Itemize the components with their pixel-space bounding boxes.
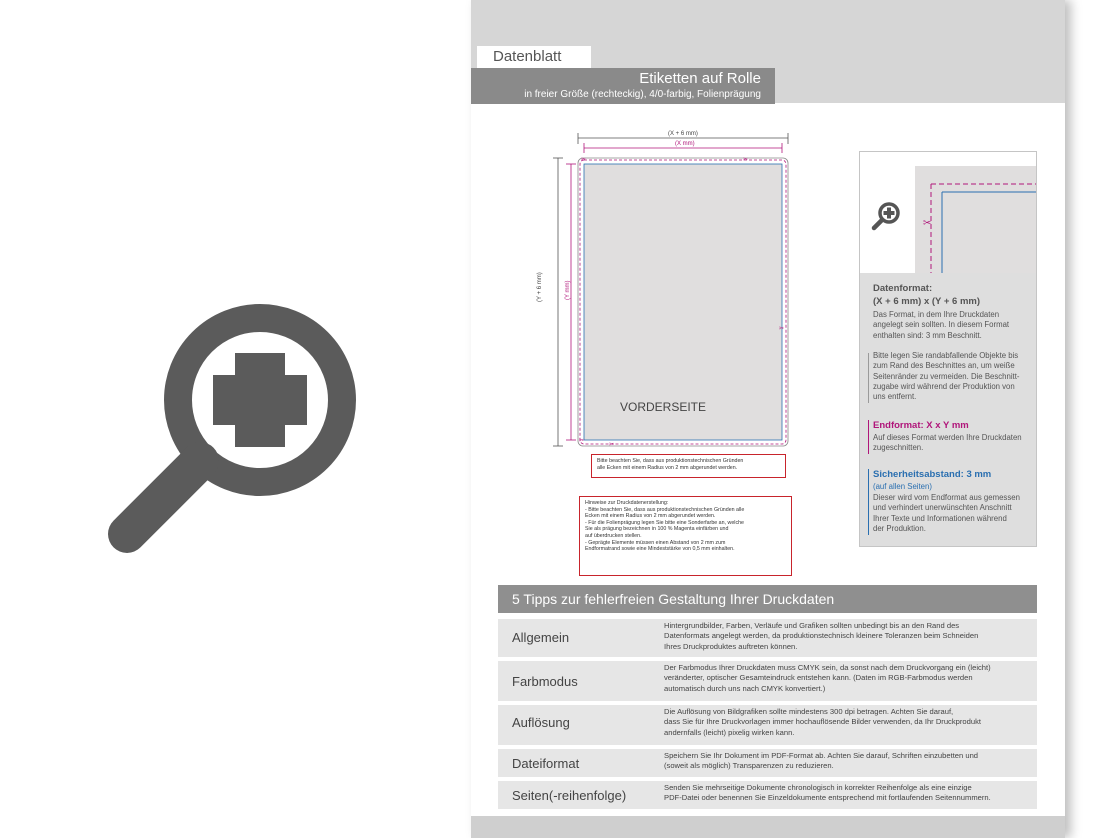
page-subtitle: in freier Größe (rechteckig), 4/0-farbig, Folienprägung [524, 89, 761, 100]
tip-row [498, 781, 1037, 809]
endformat-text [873, 433, 1022, 454]
info-line: uns entfernt. [873, 392, 917, 402]
tip-line: Ihres Druckproduktes auftreten können. [664, 641, 798, 651]
tip-line: automatisch durch uns nach CMYK konvertiert.) [664, 683, 826, 693]
endformat-title: Endformat: X x Y mm [873, 420, 969, 431]
info-line: Seitenränder zu vermeiden. Die Beschnitt- [873, 371, 1020, 381]
tip-line: andernfalls (leicht) pixelig wirken kann. [664, 727, 795, 737]
tip-label: Dateiformat [512, 756, 580, 771]
height-bleed-label: (Y + 6 mm) [537, 272, 543, 302]
hint-line: - Für die Folienprägung legen Sie bitte eine Sonderfarbe an, welche [585, 519, 745, 526]
hint-line: Ecken mit einem Radius von 2 mm abgerundet werden. [585, 513, 716, 520]
tip-text [664, 663, 1032, 694]
tip-row [498, 661, 1037, 701]
svg-text:✂: ✂ [779, 325, 785, 332]
info-line: Ihrer Texte und Informationen während [873, 513, 1007, 523]
tip-line: Der Farbmodus Ihrer Druckdaten muss CMYK sein, da sonst nach dem Druckvorgang ein (leicht) [664, 663, 991, 672]
width-bleed-label: (X + 6 mm) [668, 131, 698, 137]
tips-header: 5 Tipps zur fehlerfreien Gestaltung Ihrer Druckdaten [498, 585, 1037, 613]
bleed-text [873, 351, 1019, 402]
info-line: Bitte legen Sie randabfallende Objekte bis [873, 351, 1019, 360]
tip-line: Die Auflösung von Bildgrafiken sollte mindestens 300 dpi betragen. Achten Sie darauf, [664, 707, 954, 716]
svg-text:✂: ✂ [581, 156, 587, 163]
tip-line: Hintergrundbilder, Farben, Verläufe und Grafiken sollten unbedingt bis an den Rand des [664, 621, 960, 630]
height-final-label: (Y mm) [565, 280, 571, 300]
hint-line: - Bitte beachten Sie, dass aus produktionstechnischen Gründen alle [585, 506, 745, 513]
info-line: Auf dieses Format werden Ihre Druckdaten [873, 433, 1022, 442]
corner-note-line: Bitte beachten Sie, dass aus produktionstechnischen Gründen [597, 458, 744, 464]
tip-row [498, 619, 1037, 657]
tip-line: Senden Sie mehrseitige Dokumente chronologisch in korrekter Reihenfolge als eine einzige [664, 783, 972, 792]
tip-line: dass Sie für Ihre Druckvorlagen immer hochauflösende Bilder verwenden, da Ihr Druckprodukt [664, 717, 981, 727]
corner-detail [915, 166, 1036, 273]
hints-box [579, 496, 792, 576]
tip-label: Farbmodus [512, 674, 578, 689]
info-line: und verhindert unerwünschten Anschnitt [873, 503, 1012, 513]
format-info-box [859, 151, 1037, 547]
tip-row [498, 749, 1037, 777]
datenformat-value: (X + 6 mm) x (Y + 6 mm) [873, 296, 981, 307]
tip-text [664, 783, 1032, 804]
svg-text:✂: ✂ [743, 156, 749, 163]
datenformat-title: Datenformat: [873, 283, 933, 294]
tip-line: veränderter, optischer Gesamteindruck entstehen kann. (Daten im RGB-Farbmodus werden [664, 673, 973, 683]
info-line: der Produktion. [873, 523, 926, 533]
scissors-icon: ✂ [923, 218, 932, 229]
hint-line: - Geprägte Elemente müssen einen Abstand von 2 mm zum [585, 539, 726, 546]
hint-line: auf überdrucken stellen. [585, 532, 642, 539]
safety-marker [868, 469, 869, 535]
info-line: angelegt sein sollten. In diesem Format [873, 320, 1010, 330]
page-title: Etiketten auf Rolle [639, 70, 761, 87]
info-line: zugabe wird während der Produktion von [873, 381, 1015, 391]
svg-text:✂: ✂ [609, 441, 615, 448]
detail-zoom-panel [860, 152, 1036, 273]
safety-title: Sicherheitsabstand: 3 mm [873, 469, 992, 480]
safety-text [873, 493, 1020, 534]
tip-row [498, 705, 1037, 745]
tip-line: Speichern Sie Ihr Dokument im PDF-Format ab. Achten Sie darauf, Schriften einzubetten und [664, 751, 979, 760]
corner-note-line: alle Ecken mit einem Radius von 2 mm abgerundet werden. [597, 464, 738, 471]
tip-text [664, 621, 1032, 652]
info-line: enthalten sind: 3 mm Beschnitt. [873, 330, 982, 340]
datenblatt-tab: Datenblatt [477, 46, 591, 68]
tip-text [664, 707, 1032, 738]
info-line: zum Rand des Beschnittes an, um weiße [873, 361, 1015, 371]
datasheet-page [471, 0, 1065, 838]
info-separator [868, 353, 869, 403]
zoom-in-icon[interactable] [870, 200, 902, 232]
endformat-marker [868, 420, 869, 454]
info-line: Dieser wird vom Endformat aus gemessen [873, 493, 1020, 502]
title-bar [471, 68, 775, 104]
hints-title: Hinweise zur Druckdatenerstellung: [585, 500, 669, 506]
safety-sub: (auf allen Seiten) [873, 482, 932, 491]
info-line: Das Format, in dem Ihre Druckdaten [873, 310, 1000, 319]
hint-line: Endformatrand sowie eine Mindeststärke von 0,5 mm einhalten. [585, 546, 735, 553]
width-final-label: (X mm) [675, 141, 695, 147]
tip-text [664, 751, 1032, 772]
zoom-in-icon[interactable] [105, 295, 365, 555]
page-footer-band [471, 816, 1065, 838]
datenformat-text [873, 310, 1009, 341]
corner-note [591, 454, 786, 478]
front-side-label: VORDERSEITE [620, 400, 707, 414]
tip-line: PDF-Datei oder benennen Sie Einzeldokumente entsprechend mit fortlaufenden Seitennummern. [664, 793, 991, 803]
svg-text:✂: ✂ [579, 437, 585, 444]
tip-label: Allgemein [512, 630, 570, 645]
tip-label: Seiten(-reihenfolge) [512, 788, 627, 803]
info-line: zugeschnitten. [873, 443, 924, 453]
tip-line: Datenformats angelegt werden, da produktionstechnisch kleinere Toleranzen beim Schneiden [664, 631, 979, 641]
hint-line: Sie als prägung bezeichnen in 100 % Magenta einfärben und [585, 526, 729, 533]
tip-label: Auflösung [512, 715, 570, 730]
tip-line: (soweit als möglich) Transparenzen zu reduzieren. [664, 761, 834, 771]
